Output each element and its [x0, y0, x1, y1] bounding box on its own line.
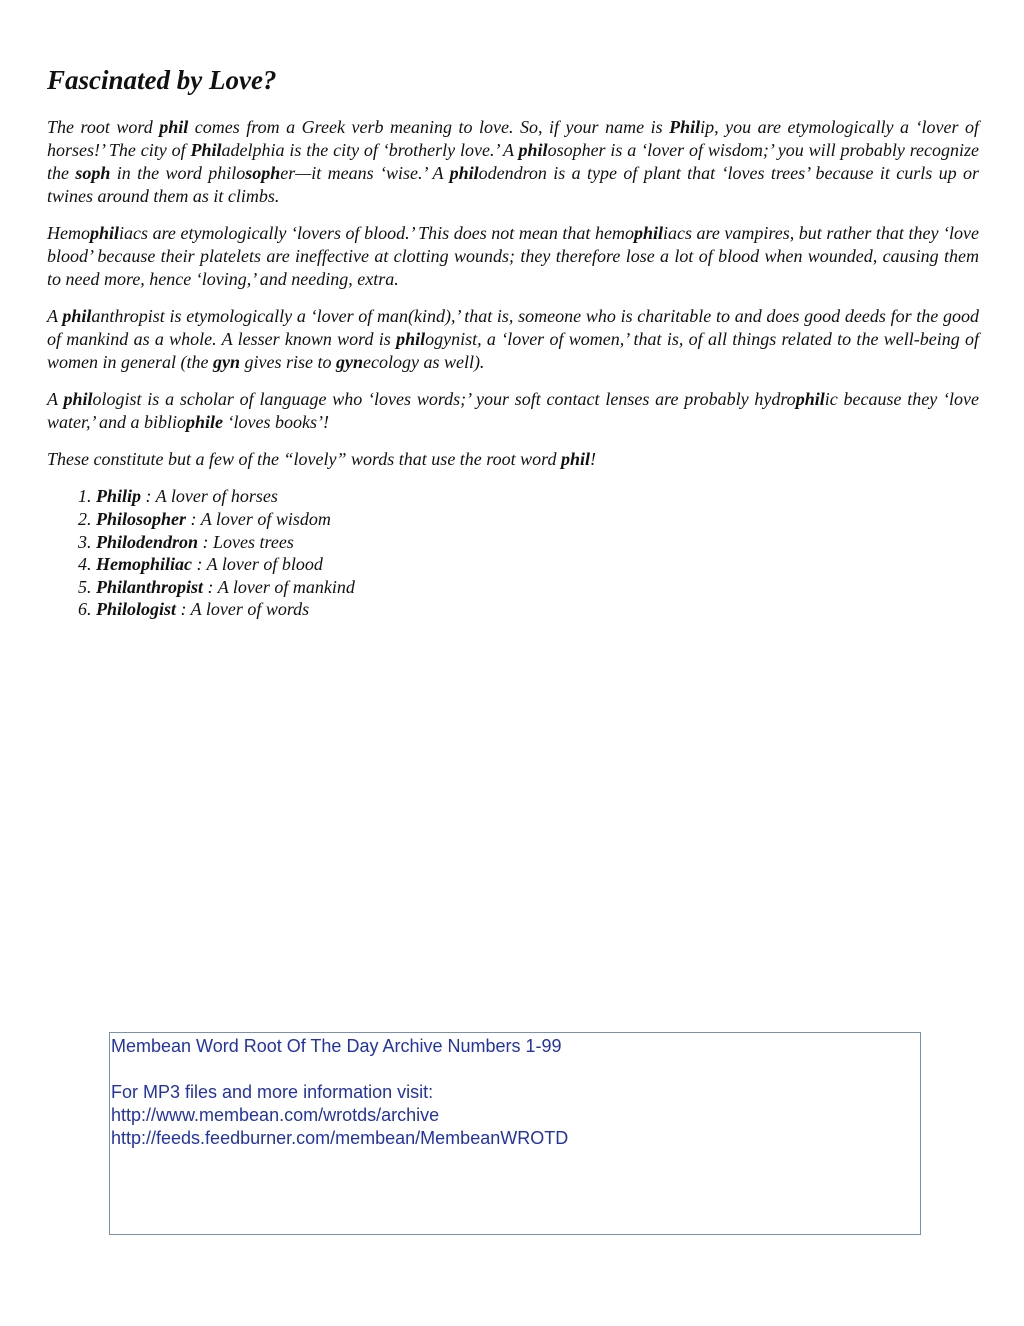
text-run: gives rise to [239, 352, 336, 373]
root-highlight: phil [63, 389, 93, 410]
list-term: Philanthropist [96, 576, 204, 597]
list-definition: : A lover of mankind [203, 576, 355, 597]
text-run: ic because they ‘love water,’ and a biblio [47, 389, 980, 433]
root-highlight: Phil [669, 117, 701, 138]
text-run: odendron is a type of plant that ‘loves trees’ because it curls up or twines around them as it climbs. [47, 163, 979, 207]
list-item [96, 576, 979, 599]
list-term: Philodendron [96, 531, 199, 552]
text-run: These constitute but a few of the “lovely” words that use the root word [47, 449, 561, 470]
visit-label: For MP3 files and more information visit: [111, 1082, 434, 1102]
list-term: Philosopher [96, 508, 187, 529]
list-term: Philip [96, 486, 142, 507]
text-run: adelphia is the city of ‘brotherly love.’ A [221, 140, 519, 161]
text-run: A [47, 389, 64, 410]
root-highlight: Phil [190, 140, 222, 161]
archive-link[interactable]: http://www.membean.com/wrotds/archive [111, 1105, 440, 1125]
text-run: The root word [47, 117, 160, 138]
list-term: Philologist [96, 599, 177, 620]
paragraph [47, 222, 979, 291]
root-highlight: phil [795, 389, 825, 410]
archive-title: Membean Word Root Of The Day Archive Numbers 1-99 [111, 1036, 562, 1056]
list-definition: : Loves trees [198, 531, 294, 552]
text-run: er—it means ‘wise.’ A [280, 163, 450, 184]
paragraph [47, 388, 979, 434]
text-run: A [47, 306, 63, 327]
root-highlight: phil [560, 449, 590, 470]
paragraph [47, 448, 979, 471]
list-definition: : A lover of wisdom [186, 508, 331, 529]
text-run: Hemo [47, 223, 90, 244]
page-title: Fascinated by Love? [47, 65, 277, 95]
text-run: anthropist is etymologically a ‘lover of man(kind),’ that is, someone who is charitable to and does good deeds for the good of mankind as a whole. A lesser known word is [47, 306, 979, 350]
root-highlight: gyn [335, 352, 363, 373]
root-highlight: phile [186, 412, 224, 433]
list-term: Hemophiliac [96, 554, 192, 575]
text-run: ‘loves books’! [223, 412, 329, 433]
root-highlight: soph [75, 163, 111, 184]
text-run: ecology as well). [362, 352, 485, 373]
text-run: comes from a Greek verb meaning to love. So, if your name is [188, 117, 670, 138]
list-definition: : A lover of blood [192, 554, 323, 575]
list-item [96, 485, 979, 508]
list-item [96, 508, 979, 531]
list-item [96, 598, 979, 621]
root-highlight: phil [90, 223, 120, 244]
text-run: ip, you are etymologically a ‘lover of horses!’ The city of [47, 117, 979, 161]
text-run: iacs are vampires, but rather that they ‘love blood’ because their platelets are ineffective at clotting wounds; they therefore lose a lot of blood when wounded, causing them to need more, hence ‘loving,’ and needing, extra. [47, 223, 979, 290]
list-item [96, 531, 979, 554]
root-highlight: phil [62, 306, 92, 327]
list-item [96, 553, 979, 576]
paragraph [47, 116, 979, 208]
article-body [47, 116, 979, 471]
root-highlight: gyn [212, 352, 240, 373]
root-highlight: phil [518, 140, 548, 161]
spacer [111, 1058, 920, 1081]
feed-link[interactable]: http://feeds.feedburner.com/membean/MembeanWROTD [111, 1128, 569, 1148]
root-highlight: phil [396, 329, 426, 350]
text-run: in the word philo [110, 163, 246, 184]
paragraph [47, 305, 979, 374]
text-run: ! [590, 449, 596, 470]
list-definition: : A lover of horses [141, 486, 278, 507]
archive-info-box [109, 1032, 921, 1235]
root-highlight: phil [449, 163, 479, 184]
text-run: ogynist, a ‘lover of women,’ that is, of all things related to the well-being of women in general (the [47, 329, 979, 373]
root-highlight: soph [245, 163, 281, 184]
text-run: ologist is a scholar of language who ‘loves words;’ your soft contact lenses are probably hydro [92, 389, 796, 410]
list-definition: : A lover of words [176, 599, 310, 620]
root-word-list [47, 485, 979, 621]
document-page [47, 64, 979, 621]
root-highlight: phil [159, 117, 189, 138]
text-run: iacs are etymologically ‘lovers of blood.’ This does not mean that hemo [119, 223, 634, 244]
text-run: osopher is a ‘lover of wisdom;’ you will probably recognize the [47, 140, 980, 184]
root-highlight: phil [633, 223, 663, 244]
